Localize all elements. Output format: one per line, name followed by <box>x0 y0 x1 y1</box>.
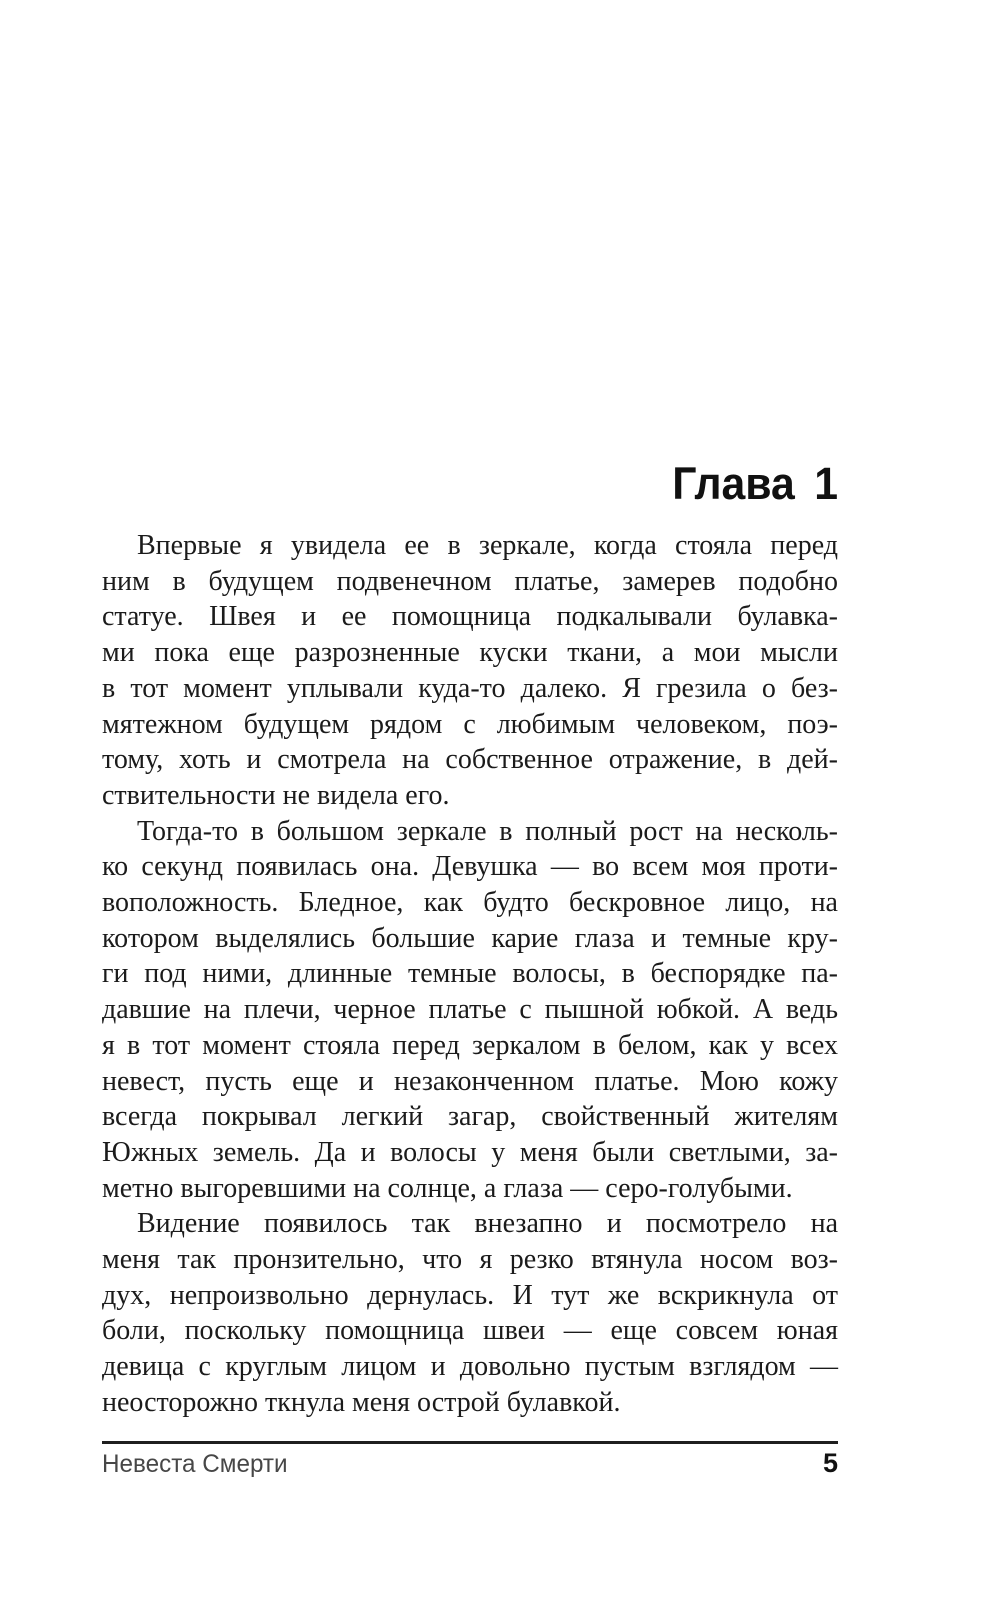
text-line: девица с круглым лицом и довольно пустым взглядом — <box>102 1351 838 1383</box>
text-line: я в тот момент стояла перед зеркалом в белом, как у всех <box>102 1029 838 1061</box>
text-line: воположность. Бледное, как будто бескровное лицо, на <box>102 887 838 919</box>
text-line: всегда покрывал легкий загар, свойственный жителям <box>102 1101 838 1133</box>
text-line: меня так пронзительно, что я резко втянула носом воз- <box>102 1244 838 1276</box>
text-line: Южных земель. Да и волосы у меня были светлыми, за- <box>102 1136 838 1168</box>
text-line: боли, поскольку помощница швеи — еще совсем юная <box>102 1315 838 1347</box>
text-line: метно выгоревшими на солнце, а глаза — серо-голубыми. <box>102 1172 793 1204</box>
text-line: ко секунд появилась она. Девушка — во всем моя проти- <box>102 851 838 883</box>
text-line: ми пока еще разрозненные куски ткани, а мои мысли <box>102 637 838 669</box>
footer-page-number: 5 <box>822 1448 838 1478</box>
text-line: в тот момент уплывали куда-то далеко. Я грезила о без- <box>102 672 838 704</box>
text-line: мятежном будущем рядом с любимым человеком, поэ- <box>102 708 838 740</box>
text-line: ги под ними, длинные темные волосы, в беспорядке па- <box>102 958 838 990</box>
text-line: Впервые я увидела ее в зеркале, когда стояла перед <box>137 530 838 561</box>
text-line: давшие на плечи, черное платье с пышной юбкой. А ведь <box>102 994 838 1026</box>
text-line: ствительности не видела его. <box>102 779 450 811</box>
text-line: тому, хоть и смотрела на собственное отражение, в дей- <box>102 744 838 776</box>
text-line: котором выделялись большие карие глаза и темные кру- <box>102 922 838 954</box>
body-text <box>102 528 838 1421</box>
chapter-title: Глава 1 <box>672 458 838 509</box>
text-line: дух, непроизвольно дернулась. И тут же вскрикнула от <box>102 1279 838 1311</box>
text-line: невест, пусть еще и незаконченном платье. Мою кожу <box>102 1065 838 1097</box>
footer-rule <box>102 1441 838 1444</box>
text-line: Тогда-то в большом зеркале в полный рост на несколь- <box>137 815 838 847</box>
text-line: Видение появилось так внезапно и посмотрело на <box>137 1208 838 1240</box>
text-line: статуе. Швея и ее помощница подкалывали булавка- <box>102 601 838 633</box>
text-line: неосторожно ткнула меня острой булавкой. <box>102 1386 621 1418</box>
footer-book-title: Невеста Смерти <box>102 1450 288 1478</box>
text-line: ним в будущем подвенечном платье, замерев подобно <box>102 565 838 597</box>
